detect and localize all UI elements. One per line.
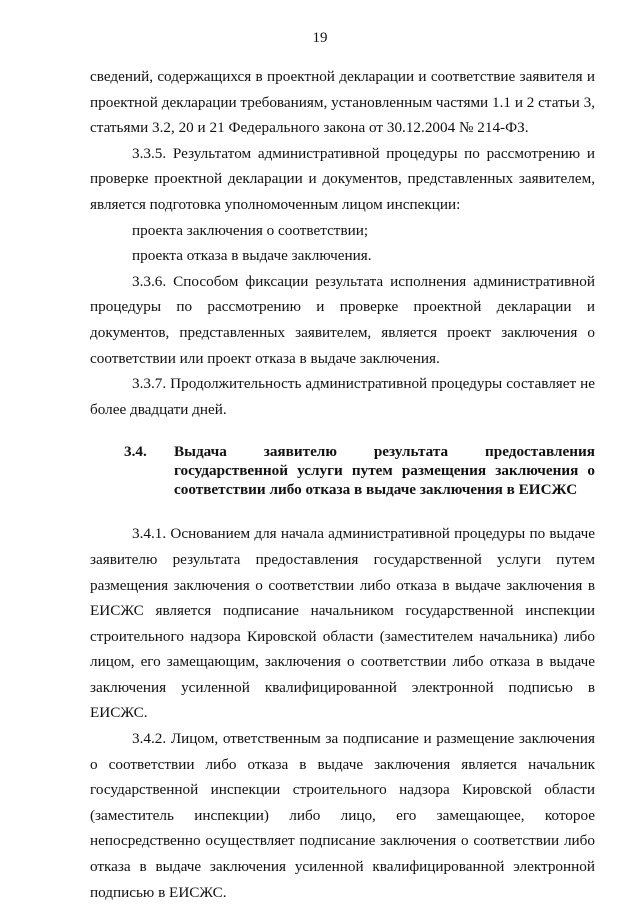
paragraph-3-4-2: 3.4.2. Лицом, ответственным за подписание и размещение заключения о соответствии либо отказа в выдаче заключения является начальник государственной инспекции строительного надзора Кировской области (заместитель инспекции) либо лицо, его замещающее, которое непосредственно осуществляет подписание заключения о соответствии либо отказа в выдаче заключения усиленной квалифицированной электронной подписью в ЕИСЖС. [90,730,595,901]
document-body [90,64,595,905]
paragraph-3-4-1: 3.4.1. Основанием для начала административной процедуры по выдаче заявителю результата предоставления государственной услуги путем размещения заключения о соответствии либо отказа в выдаче заключения в ЕИСЖС является подписание начальником государственной инспекции строительного надзора Кировской области (заместителем начальника) либо лицом, его замещающим, заключения о соответствии либо отказа в выдаче заключения усиленной квалифицированной электронной подписью в ЕИСЖС. [90,525,595,722]
section-heading [90,442,595,499]
list-item-project-conclusion: проекта заключения о соответствии; [132,221,369,239]
section-heading-number: 3.4. [124,443,147,461]
section-heading-text: Выдача заявителю результата предоставления государственной услуги путем размещения заключения о соответствии либо отказа в выдаче заключения в ЕИСЖС [174,443,595,499]
paragraph-3-3-7: 3.3.7. Продолжительность административной процедуры составляет не более двадцати дней. [90,375,595,418]
list-item-project-refusal: проекта отказа в выдаче заключения. [132,247,372,265]
paragraph-intro: сведений, содержащихся в проектной декларации и соответствие заявителя и проектной декларации требованиям, установленным частями 1.1 и 2 статьи 3, статьями 3.2, 20 и 21 Федерального закона от 30.12.2004 № 214-ФЗ. [90,68,595,137]
paragraph-3-3-6: 3.3.6. Способом фиксации результата исполнения административной процедуры по рассмотрению и проверке проектной декларации и документов, представленных заявителем, является проект заключения о соответствии или проект отказа в выдаче заключения. [90,272,595,367]
page-number: 19 [312,30,328,46]
paragraph-3-3-5: 3.3.5. Результатом административной процедуры по рассмотрению и проверке проектной декларации и документов, представленных заявителем, является подготовка уполномоченным лицом инспекции: [90,144,595,213]
